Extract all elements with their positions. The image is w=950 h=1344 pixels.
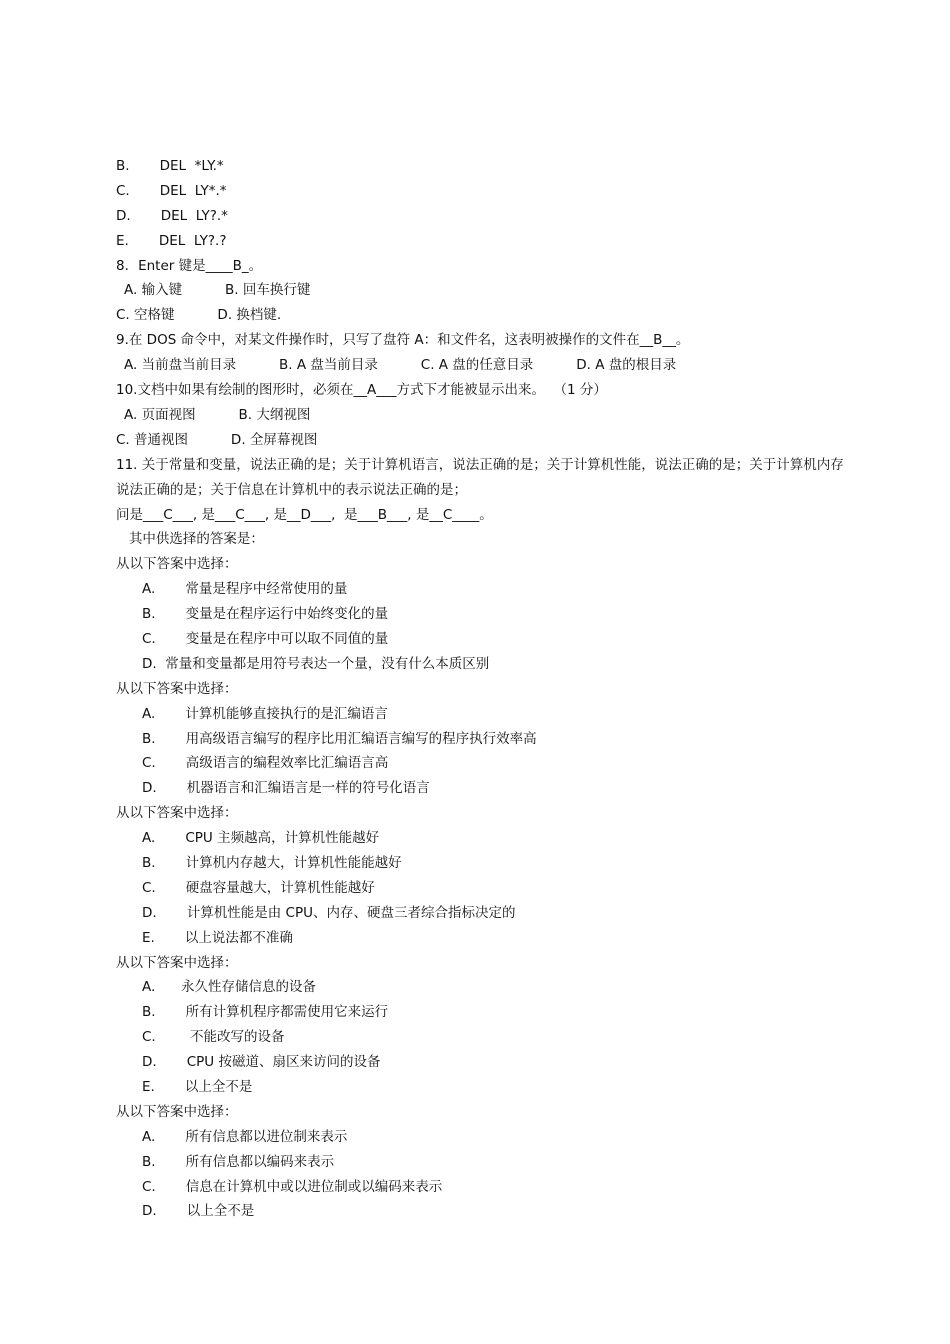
document-line: 9.在 DOS 命令中，对某文件操作时，只写了盘符 A：和文件名，这表明被操作的文件在__B__。 — [116, 332, 690, 349]
document-line: A. 所有信息都以进位制来表示 — [142, 1128, 348, 1145]
document-line: 从以下答案中选择： — [116, 680, 238, 697]
document-line: B. 所有信息都以编码来表示 — [142, 1153, 335, 1170]
document-line: A. 常量是程序中经常使用的量 — [142, 581, 348, 598]
document-line: A. 计算机能够直接执行的是汇编语言 — [142, 705, 388, 722]
document-line: 10.文档中如果有绘制的图形时，必须在__A___方式下才能被显示出来。 （1 分） — [116, 382, 607, 399]
document-line: A. 永久性存储信息的设备 — [142, 979, 317, 996]
document-line: C. 硬盘容量越大，计算机性能越好 — [142, 879, 375, 896]
document-line: B. 计算机内存越大，计算机性能能越好 — [142, 854, 402, 871]
document-line: A. 页面视图 B. 大纲视图 — [124, 406, 311, 423]
document-line: D. 计算机性能是由 CPU、内存、硬盘三者综合指标决定的 — [142, 904, 516, 921]
document-line: A. 输入键 B. 回车换行键 — [124, 282, 311, 299]
document-line: E. 以上说法都不准确 — [142, 929, 293, 946]
document-line: C. DEL LY*.* — [116, 182, 227, 199]
document-line: C. 普通视图 D. 全屏幕视图 — [116, 431, 318, 448]
document-line: C. 变量是在程序中可以取不同值的量 — [142, 630, 389, 647]
document-line: C. 空格键 D. 换档键. — [116, 307, 282, 324]
document-body — [116, 154, 856, 1224]
document-line: 问是___C___, 是___C___, 是__D___, 是___B___, 是__C____。 — [116, 506, 493, 523]
document-line: E. 以上全不是 — [142, 1078, 253, 1095]
document-line: 从以下答案中选择： — [116, 805, 238, 822]
document-line: C. 高级语言的编程效率比汇编语言高 — [142, 755, 389, 772]
document-line: 从以下答案中选择： — [116, 1103, 238, 1120]
document-line: B. 变量是在程序运行中始终变化的量 — [142, 606, 389, 623]
document-line: B. 所有计算机程序都需使用它来运行 — [142, 1004, 389, 1021]
document-line: D. DEL LY?.* — [116, 207, 228, 224]
document-line: 从以下答案中选择： — [116, 556, 238, 573]
document-line: D. 常量和变量都是用符号表达一个量，没有什么本质区别 — [142, 655, 490, 672]
document-line: B. 用高级语言编写的程序比用汇编语言编写的程序执行效率高 — [142, 730, 537, 747]
document-line: A. CPU 主频越高，计算机性能越好 — [142, 830, 380, 847]
document-line: C. 信息在计算机中或以进位制或以编码来表示 — [142, 1178, 443, 1195]
document-line: A. 当前盘当前目录 B. A 盘当前目录 C. A 盘的任意目录 D. A 盘的根目录 — [124, 357, 677, 374]
document-line: D. 机器语言和汇编语言是一样的符号化语言 — [142, 780, 430, 797]
document-line: B. DEL *LY.* — [116, 158, 224, 174]
document-line: C. 不能改写的设备 — [142, 1029, 285, 1046]
document-line: 其中供选择的答案是： — [116, 531, 264, 548]
document-line: D. 以上全不是 — [142, 1203, 255, 1220]
document-line: 11. 关于常量和变量，说法正确的是；关于计算机语言，说法正确的是；关于计算机性能，说法正确的是；关于计算机内存说法正确的是；关于信息在计算机中的表示说法正确的是； — [116, 456, 844, 498]
document-line: 从以下答案中选择： — [116, 954, 238, 971]
document-line: 8．Enter 键是____B_。 — [116, 257, 263, 274]
document-line: E. DEL LY?.? — [116, 232, 227, 249]
document-line: D. CPU 按磁道、扇区来访问的设备 — [142, 1054, 381, 1071]
